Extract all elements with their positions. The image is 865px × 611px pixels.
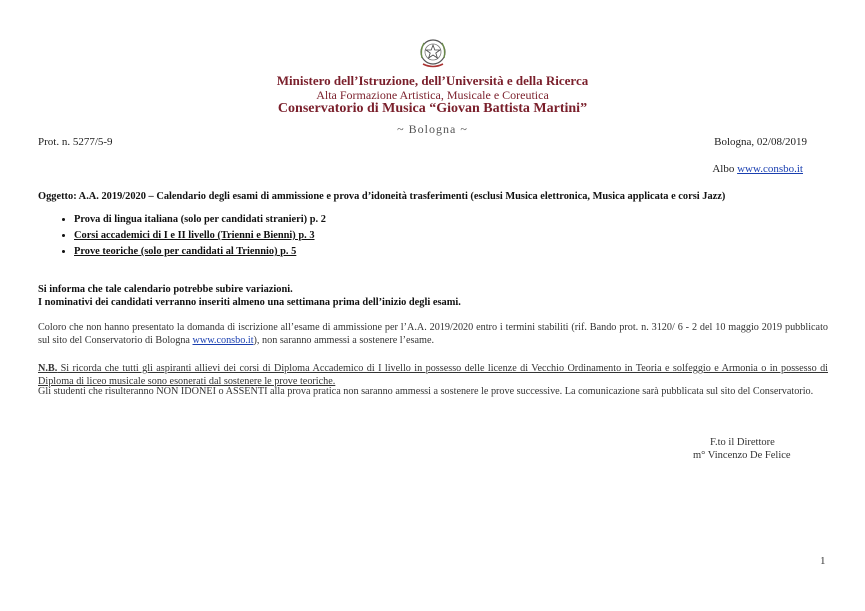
nb-label: N.B. bbox=[38, 363, 58, 374]
afam-subheading: Alta Formazione Artistica, Musicale e Coreutica bbox=[316, 88, 549, 102]
paragraph-registration: Coloro che non hanno presentato la domanda di iscrizione all’esame di ammissione per l’A.A. 2019/2020 entro i termini stabiliti (rif. Bando prot. n. 3120/ 6 - 2 del 10 maggio 2019 pubblicato sul sito del Conservatorio di Bologna www.consbo.it), non saranno ammessi a sostenere l’esame. bbox=[38, 322, 828, 346]
info-line-candidates: I nominativi dei candidati verranno inseriti almeno una settimana prima dell’inizio degli esami. bbox=[38, 297, 461, 308]
albo-line bbox=[712, 163, 803, 175]
toc-item-academic-courses[interactable]: • Corsi accademici di I e II livello (Trienni e Bienni) p. 3 bbox=[74, 229, 326, 243]
albo-link[interactable]: www.consbo.it bbox=[737, 163, 803, 175]
info-line-variations: Si informa che tale calendario potrebbe subire variazioni. bbox=[38, 284, 293, 295]
toc-item-theory-tests[interactable]: • Prove teoriche (solo per candidati al Triennio) p. 5 bbox=[74, 245, 326, 259]
italian-republic-emblem-icon bbox=[417, 36, 449, 70]
city-heading: ~ Bologna ~ bbox=[397, 122, 468, 136]
albo-label: Albo bbox=[712, 163, 735, 175]
paragraph-non-idonei: Gli studenti che risulteranno NON IDONEI o ASSENTI alla prova pratica non saranno ammessi a sostenere le prove successive. La comunicazione sarà pubblicata sul sito del Conservatorio. bbox=[38, 386, 814, 397]
consbo-link[interactable]: www.consbo.it bbox=[192, 335, 254, 346]
ministry-heading: Ministero dell’Istruzione, dell’Università e della Ricerca bbox=[276, 73, 589, 88]
subject-line: Oggetto: A.A. 2019/2020 – Calendario degli esami di ammissione e prova d’idoneità trasferimenti (esclusi Musica elettronica, Musica applicata e corsi Jazz) bbox=[38, 191, 726, 202]
signature-title: F.to il Direttore bbox=[710, 437, 775, 448]
page-number: 1 bbox=[820, 555, 826, 567]
info-block bbox=[38, 283, 838, 309]
conservatory-heading: Conservatorio di Musica “Giovan Battista Martini” bbox=[277, 101, 588, 116]
protocol-number: Prot. n. 5277/5-9 bbox=[38, 136, 113, 148]
signature-name: m° Vincenzo De Felice bbox=[693, 450, 791, 461]
nb-text: Si ricorda che tutti gli aspiranti allievi dei corsi di Diploma Accademico di I livello in possesso delle licenze di Vecchio Ordinamento in Teoria e solfeggio e Armonia o in possesso di Diploma di liceo musicale sono esonerati dal sostenere le prove teoriche. bbox=[38, 363, 828, 387]
toc-item-italian-test: • Prova di lingua italiana (solo per candidati stranieri) p. 2 bbox=[74, 213, 326, 227]
table-of-contents bbox=[58, 213, 326, 261]
document-date: Bologna, 02/08/2019 bbox=[714, 136, 807, 148]
